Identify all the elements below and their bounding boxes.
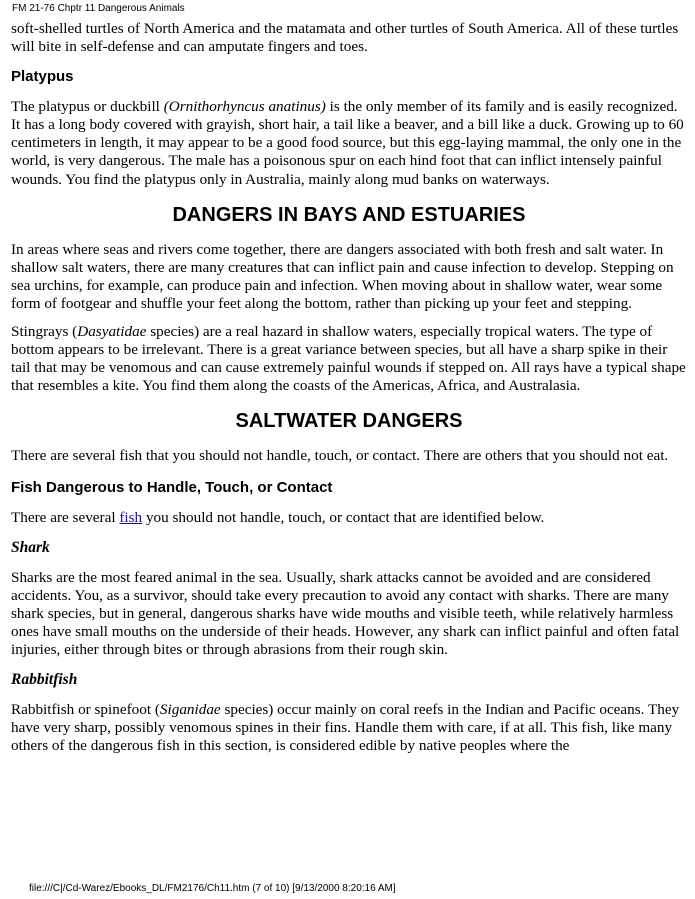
platypus-scientific-name: (Ornithorhyncus anatinus) [163, 98, 326, 116]
rabbitfish-paragraph [11, 701, 687, 755]
intro-paragraph: soft-shelled turtles of North America and the matamata and other turtles of South America. All of these turtles will bite in self-defense and can amputate fingers and toes. [11, 20, 679, 56]
print-header: FM 21-76 Chptr 11 Dangerous Animals [12, 3, 185, 14]
platypus-text-2: is the only member of its family and is easily recognized. It has a long body covered with grayish, short hair, a tail like a beaver, and a bill like a duck. Growing up to 60 centimeters in length, it may appear to be a good food source, but this egg-laying mammal, the only one in the world, is very dangerous. The male has a poisonous spur on each hind foot that can inflict intensely painful wounds. You find the platypus only in Australia, mainly along mud banks on waterways. [11, 98, 684, 188]
platypus-paragraph [11, 98, 687, 188]
rabbitfish-scientific-name: Siganidae [159, 701, 221, 719]
rabbitfish-heading: Rabbitfish [11, 671, 78, 689]
bays-paragraph-1: In areas where seas and rivers come together, there are dangers associated with both fresh and salt water. In shallow salt waters, there are many creatures that can inflict pain and cause infection to develop. Stepping on sea urchins, for example, can produce pain and infection. When moving about in shallow water, wear some form of footgear and shuffle your feet along the bottom, rather than picking up your feet and stepping. [11, 240, 674, 312]
stingray-text-1: Stingrays ( [11, 323, 78, 341]
fish-link[interactable]: fish [119, 508, 143, 526]
shark-paragraph: Sharks are the most feared animal in the sea. Usually, shark attacks cannot be avoided and are considered accidents. You, as a survivor, should take every precaution to avoid any contact with sharks. There are many shark species, but in general, dangerous sharks have wide mouths and visible teeth, while relatively harmless ones have small mouths on the underside of their heads. However, any shark can inflict painful and often fatal injuries, either through bites or through abrasions from their rough skin. [11, 568, 680, 658]
rabbitfish-text-2: species) occur mainly on coral reefs in the Indian and Pacific oceans. They have very sharp, possibly venomous spines in their fins. Handle them with care, if at all. This fish, like many others of the dangerous fish in this section, is considered edible by native peoples where the [11, 701, 680, 755]
rabbitfish-text-1: Rabbitfish or spinefoot ( [11, 701, 160, 719]
saltwater-paragraph: There are several fish that you should not handle, touch, or contact. There are others that you should not eat. [11, 447, 669, 465]
bays-heading: DANGERS IN BAYS AND ESTUARIES [172, 203, 526, 226]
bays-paragraph-2 [11, 323, 687, 395]
print-footer: file:///C|/Cd-Warez/Ebooks_DL/FM2176/Ch11.htm (7 of 10) [9/13/2000 8:20:16 AM] [29, 883, 396, 894]
document-body [11, 20, 687, 755]
handle-heading: Fish Dangerous to Handle, Touch, or Contact [11, 478, 333, 496]
stingray-text-2: species) are a real hazard in shallow waters, especially tropical waters. The type of bottom appears to be irrelevant. There is a great variance between species, but all have a sharp spike in their tail that may be venomous and can cause extremely painful wounds if stepped on. All rays have a typical shape that resembles a kite. You find them along the coasts of the Americas, Africa, and Australasia. [11, 323, 686, 395]
shark-heading: Shark [11, 538, 50, 556]
platypus-heading: Platypus [11, 68, 74, 86]
saltwater-heading: SALTWATER DANGERS [235, 410, 463, 433]
stingray-scientific-name: Dasyatidae [77, 323, 147, 341]
handle-paragraph [11, 509, 687, 527]
handle-text-1: There are several [11, 508, 120, 526]
platypus-text-1: The platypus or duckbill [11, 98, 164, 116]
handle-text-2: you should not handle, touch, or contact that are identified below. [142, 508, 545, 526]
